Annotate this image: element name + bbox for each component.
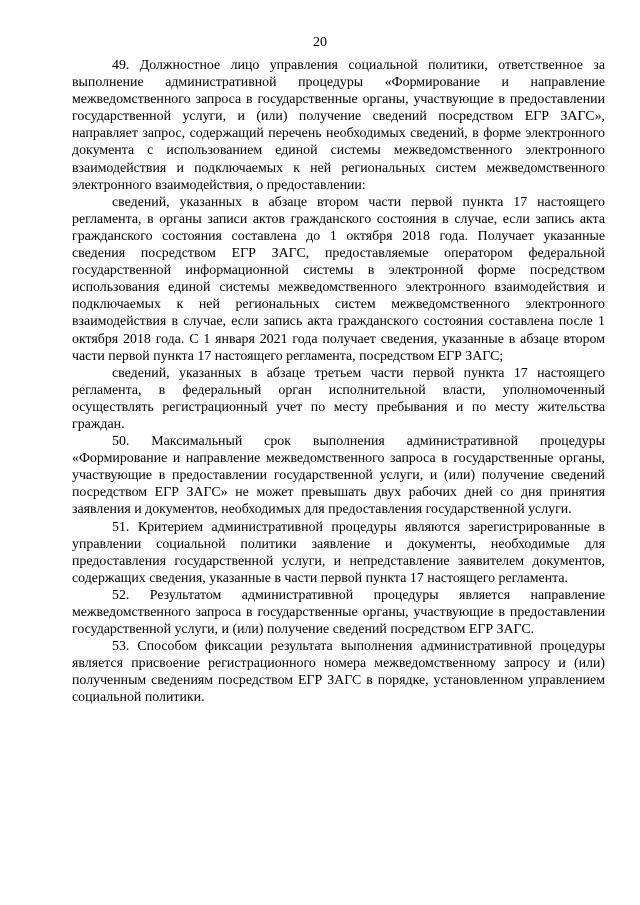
page-number: 20 (313, 35, 327, 50)
paragraph-52: 52. Результатом административной процедуры является направление межведомственного запроса в государственные органы, участвующие в предоставлении государственной услуги, и (или) получение сведений посредством ЕГР ЗАГС. (72, 587, 605, 638)
document-body (72, 57, 605, 707)
paragraph-49-item-1: сведений, указанных в абзаце втором части первой пункта 17 настоящего регламента, в органы записи актов гражданского состояния в случае, если запись акта гражданского состояния составлена до 1 октября 2018 года. Получает указанные сведения посредством ЕГР ЗАГС, предоставляемые оператором федеральной государственной информационной системы в электронной форме посредством использования единой системы межведомственного электронного взаимодействия и подключаемых к ней региональных систем межведомственного электронного взаимодействия в случае, если запись акта гражданского состояния составлена после 1 октября 2018 года. С 1 января 2021 года получает сведения, указанные в абзаце втором части первой пункта 17 настоящего регламента, посредством ЕГР ЗАГС; (72, 194, 605, 364)
paragraph-50: 50. Максимальный срок выполнения административной процедуры «Формирование и направление межведомственного запроса в государственные органы, участвующие в предоставлении государственной услуги, и (или) получение сведений посредством ЕГР ЗАГС» не может превышать двух рабочих дней со дня принятия заявления и документов, необходимых для предоставления государственной услуги. (72, 434, 605, 518)
paragraph-51: 51. Критерием административной процедуры являются зарегистрированные в управлении социальной политики заявление и документы, необходимые для предоставления государственной услуги, и непредставление заявителем документов, содержащих сведения, указанные в части первой пункта 17 настоящего регламента. (72, 519, 605, 586)
paragraph-53: 53. Способом фиксации результата выполнения административной процедуры является присвоение регистрационного номера межведомственному запросу и (или) полученным сведениям посредством ЕГР ЗАГС в порядке, установленном управлением социальной политики. (72, 639, 605, 706)
paragraph-49-item-2: сведений, указанных в абзаце третьем части первой пункта 17 настоящего регламента, в федеральный орган исполнительной власти, уполномоченный осуществлять регистрационный учет по месту пребывания и по месту жительства граждан. (72, 365, 605, 432)
paragraph-49: 49. Должностное лицо управления социальной политики, ответственное за выполнение административной процедуры «Формирование и направление межведомственного запроса в государственные органы, участвующие в предоставлении государственной услуги, и (или) получение сведений посредством ЕГР ЗАГС», направляет запрос, содержащий перечень необходимых сведений, в форме электронного документа с использованием единой системы межведомственного электронного взаимодействия и подключаемых к ней региональных систем межведомственного электронного взаимодействия, о предоставлении: (72, 58, 605, 193)
